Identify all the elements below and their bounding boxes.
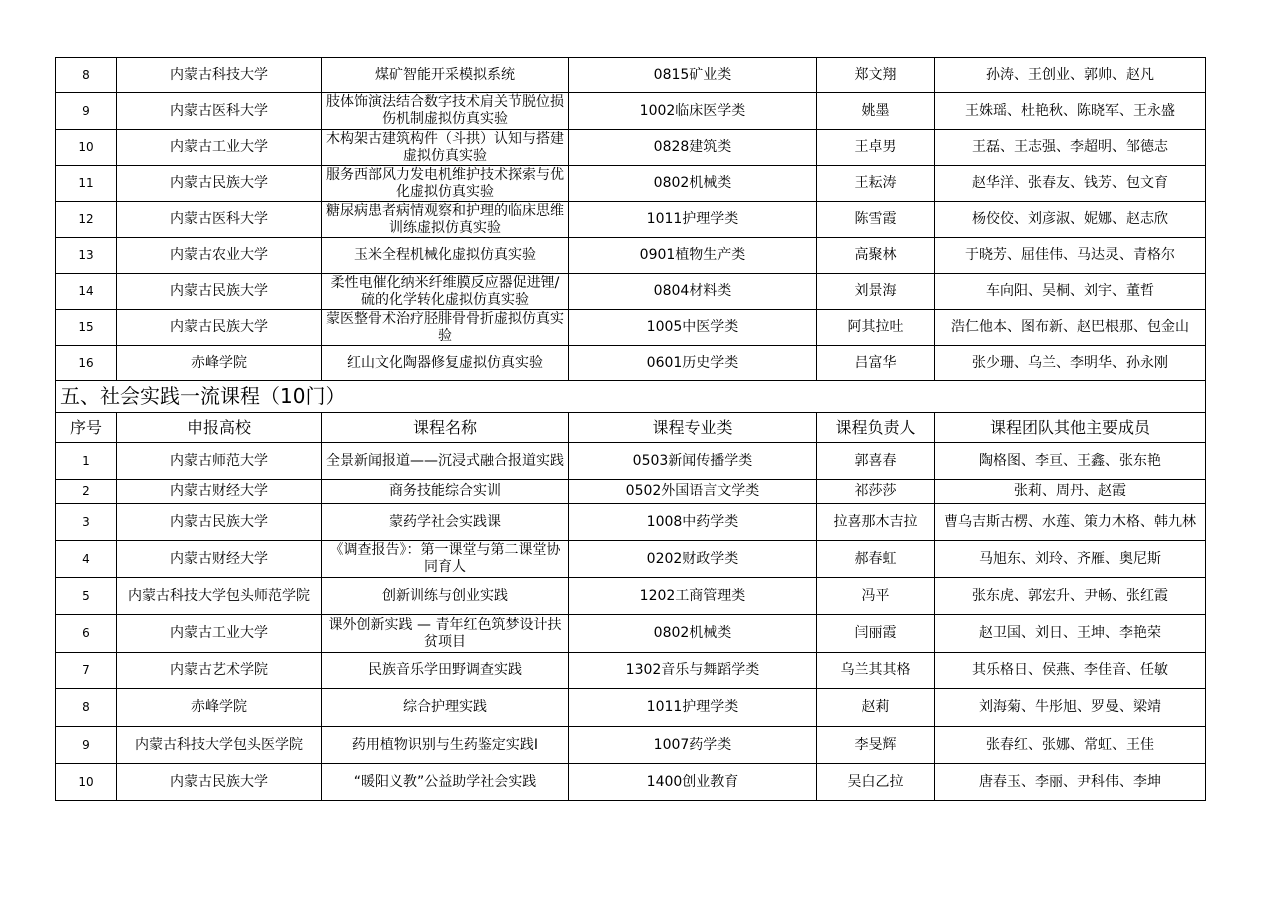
cell-school: 内蒙古财经大学 [117,541,322,578]
section-title-row [56,381,1206,413]
table-row [56,202,1206,238]
cell-leader: 阿其拉吐 [817,310,935,346]
table-row [56,238,1206,274]
cell-school: 内蒙古民族大学 [117,166,322,202]
cell-no: 4 [56,541,117,578]
cell-course: 糖尿病患者病情观察和护理的临床思维训练虚拟仿真实验 [322,202,569,238]
cell-school: 内蒙古师范大学 [117,443,322,480]
header-major: 课程专业类 [569,413,817,443]
cell-course: 蒙医整骨术治疗胫腓骨骨折虚拟仿真实验 [322,310,569,346]
table-row [56,764,1206,801]
cell-course: “暖阳义教”公益助学社会实践 [322,764,569,801]
cell-major: 1011护理学类 [569,689,817,727]
cell-leader: 陈雪霞 [817,202,935,238]
virtual-sim-rows [56,58,1206,381]
cell-no: 12 [56,202,117,238]
header-team: 课程团队其他主要成员 [935,413,1206,443]
cell-team: 张东虎、郭宏升、尹畅、张红霞 [935,578,1206,615]
table-row [56,480,1206,504]
cell-school: 内蒙古财经大学 [117,480,322,504]
cell-major: 0828建筑类 [569,130,817,166]
cell-course: 创新训练与创业实践 [322,578,569,615]
table-row [56,689,1206,727]
cell-major: 0601历史学类 [569,346,817,381]
cell-no: 8 [56,58,117,93]
cell-leader: 祁莎莎 [817,480,935,504]
cell-major: 1008中药学类 [569,504,817,541]
cell-team: 其乐格日、侯燕、李佳音、任敏 [935,653,1206,689]
cell-leader: 姚墨 [817,93,935,130]
table-row [56,310,1206,346]
cell-no: 3 [56,504,117,541]
cell-no: 9 [56,727,117,764]
cell-school: 内蒙古农业大学 [117,238,322,274]
table-row [56,443,1206,480]
cell-school: 内蒙古工业大学 [117,615,322,653]
cell-course: 服务西部风力发电机维护技术探索与优化虚拟仿真实验 [322,166,569,202]
cell-course: 肢体饰演法结合数字技术肩关节脱位损伤机制虚拟仿真实验 [322,93,569,130]
cell-course: 商务技能综合实训 [322,480,569,504]
cell-course: 木构架古建筑构件（斗拱）认知与搭建虚拟仿真实验 [322,130,569,166]
cell-no: 8 [56,689,117,727]
cell-major: 0901植物生产类 [569,238,817,274]
table-row [56,653,1206,689]
cell-school: 赤峰学院 [117,689,322,727]
header-no: 序号 [56,413,117,443]
cell-team: 刘海菊、牛彤旭、罗曼、梁靖 [935,689,1206,727]
cell-leader: 刘景海 [817,274,935,310]
cell-team: 马旭东、刘玲、齐雁、奥尼斯 [935,541,1206,578]
social-practice-rows [56,443,1206,801]
cell-no: 10 [56,130,117,166]
table-row [56,274,1206,310]
table-row [56,578,1206,615]
table-row [56,541,1206,578]
cell-no: 9 [56,93,117,130]
cell-no: 1 [56,443,117,480]
table-row [56,166,1206,202]
cell-major: 1002临床医学类 [569,93,817,130]
cell-school: 内蒙古民族大学 [117,504,322,541]
cell-leader: 郭喜春 [817,443,935,480]
cell-major: 1005中医学类 [569,310,817,346]
cell-leader: 王耘涛 [817,166,935,202]
cell-school: 内蒙古医科大学 [117,202,322,238]
cell-major: 1400创业教育 [569,764,817,801]
cell-team: 王磊、王志强、李超明、邹德志 [935,130,1206,166]
header-school: 申报高校 [117,413,322,443]
cell-team: 杨佼佼、刘彦淑、妮娜、赵志欣 [935,202,1206,238]
cell-leader: 乌兰其其格 [817,653,935,689]
cell-school: 内蒙古科技大学 [117,58,322,93]
cell-leader: 郝春虹 [817,541,935,578]
cell-school: 内蒙古民族大学 [117,274,322,310]
cell-team: 陶格图、李亘、王鑫、张东艳 [935,443,1206,480]
cell-team: 赵华洋、张春友、钱芳、包文育 [935,166,1206,202]
cell-leader: 闫丽霞 [817,615,935,653]
cell-major: 1202工商管理类 [569,578,817,615]
cell-team: 赵卫国、刘日、王坤、李艳荣 [935,615,1206,653]
cell-school: 内蒙古科技大学包头医学院 [117,727,322,764]
cell-major: 1302音乐与舞蹈学类 [569,653,817,689]
cell-leader: 高聚林 [817,238,935,274]
cell-major: 0503新闻传播学类 [569,443,817,480]
cell-course: 药用植物识别与生药鉴定实践Ⅰ [322,727,569,764]
cell-course: 《调查报告》：第一课堂与第二课堂协同育人 [322,541,569,578]
table-row [56,58,1206,93]
cell-major: 0802机械类 [569,166,817,202]
cell-no: 14 [56,274,117,310]
table-row [56,504,1206,541]
cell-leader: 冯平 [817,578,935,615]
cell-major: 0804材料类 [569,274,817,310]
cell-major: 0502外国语言文学类 [569,480,817,504]
cell-course: 课外创新实践 — 青年红色筑梦设计扶贫项目 [322,615,569,653]
cell-major: 0202财政学类 [569,541,817,578]
cell-no: 13 [56,238,117,274]
cell-school: 内蒙古艺术学院 [117,653,322,689]
cell-team: 浩仁他本、图布新、赵巴根那、包金山 [935,310,1206,346]
table-row [56,615,1206,653]
cell-no: 6 [56,615,117,653]
cell-course: 综合护理实践 [322,689,569,727]
header-row [56,413,1206,443]
cell-leader: 吕富华 [817,346,935,381]
cell-team: 于晓芳、屈佳伟、马达灵、青格尔 [935,238,1206,274]
section-title: 五、社会实践一流课程（10门） [56,381,1206,413]
cell-team: 孙涛、王创业、郭帅、赵凡 [935,58,1206,93]
cell-leader: 郑文翔 [817,58,935,93]
section-block [56,381,1206,443]
cell-course: 煤矿智能开采模拟系统 [322,58,569,93]
cell-course: 柔性电催化纳米纤维膜反应器促进锂/硫的化学转化虚拟仿真实验 [322,274,569,310]
table-row [56,130,1206,166]
cell-leader: 李旻辉 [817,727,935,764]
header-course: 课程名称 [322,413,569,443]
cell-school: 内蒙古民族大学 [117,310,322,346]
cell-course: 玉米全程机械化虚拟仿真实验 [322,238,569,274]
cell-course: 民族音乐学田野调查实践 [322,653,569,689]
cell-course: 红山文化陶器修复虚拟仿真实验 [322,346,569,381]
cell-team: 张春红、张娜、常虹、王佳 [935,727,1206,764]
cell-school: 内蒙古医科大学 [117,93,322,130]
cell-leader: 吴白乙拉 [817,764,935,801]
cell-course: 全景新闻报道——沉浸式融合报道实践 [322,443,569,480]
cell-team: 车向阳、吴桐、刘宇、董哲 [935,274,1206,310]
table-row [56,727,1206,764]
cell-major: 1011护理学类 [569,202,817,238]
cell-team: 唐春玉、李丽、尹科伟、李坤 [935,764,1206,801]
cell-school: 内蒙古工业大学 [117,130,322,166]
table-row [56,93,1206,130]
cell-no: 7 [56,653,117,689]
cell-leader: 王卓男 [817,130,935,166]
course-table [55,57,1206,801]
cell-course: 蒙药学社会实践课 [322,504,569,541]
cell-team: 曹乌吉斯古楞、水莲、策力木格、韩九林 [935,504,1206,541]
cell-no: 15 [56,310,117,346]
cell-school: 赤峰学院 [117,346,322,381]
cell-team: 张少珊、乌兰、李明华、孙永刚 [935,346,1206,381]
cell-major: 1007药学类 [569,727,817,764]
cell-team: 张莉、周丹、赵霞 [935,480,1206,504]
cell-school: 内蒙古科技大学包头师范学院 [117,578,322,615]
cell-leader: 赵莉 [817,689,935,727]
cell-no: 10 [56,764,117,801]
cell-no: 16 [56,346,117,381]
cell-no: 5 [56,578,117,615]
cell-major: 0815矿业类 [569,58,817,93]
header-leader: 课程负责人 [817,413,935,443]
cell-team: 王姝瑶、杜艳秋、陈晓军、王永盛 [935,93,1206,130]
table-row [56,346,1206,381]
cell-leader: 拉喜那木吉拉 [817,504,935,541]
cell-no: 11 [56,166,117,202]
cell-no: 2 [56,480,117,504]
cell-major: 0802机械类 [569,615,817,653]
cell-school: 内蒙古民族大学 [117,764,322,801]
